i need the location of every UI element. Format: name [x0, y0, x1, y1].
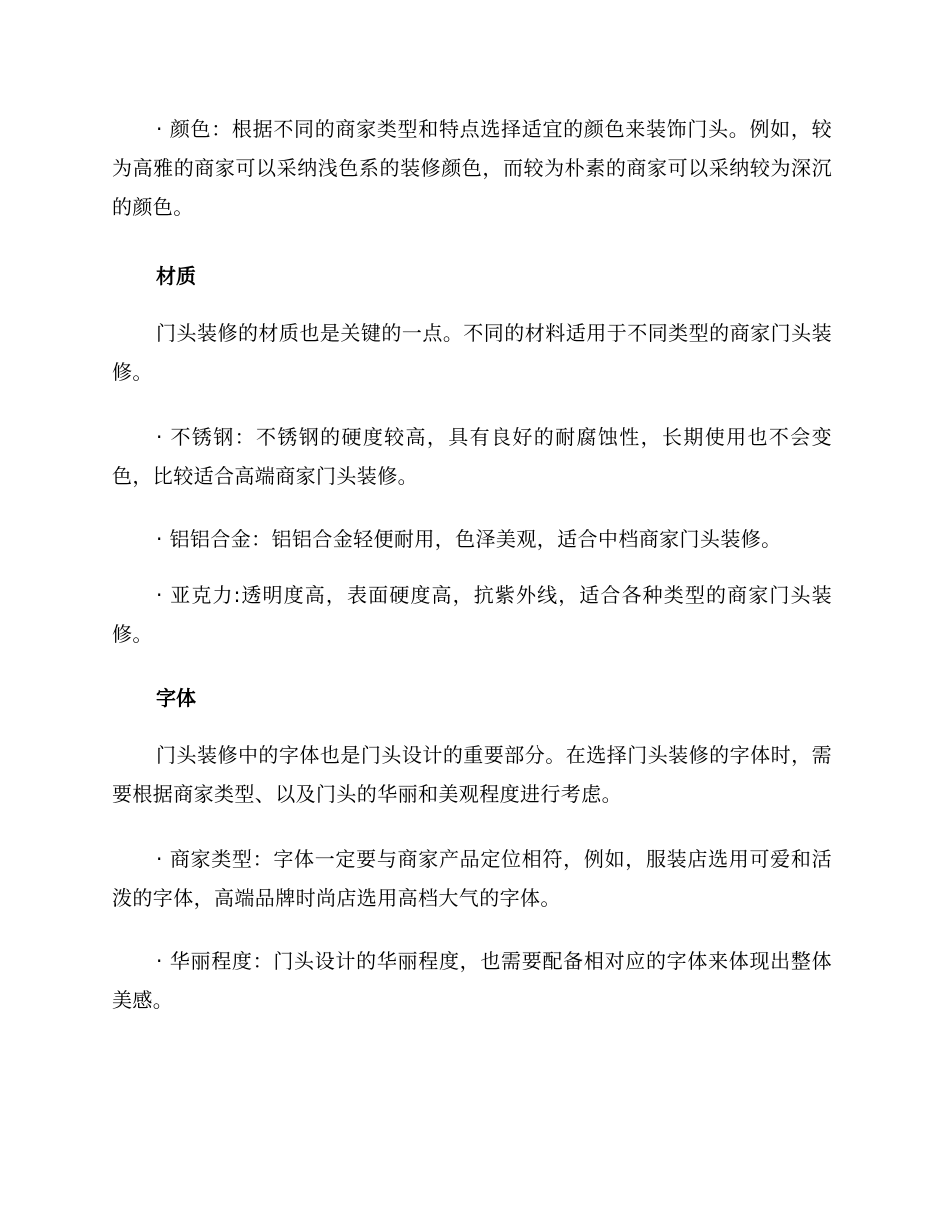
material-intro-paragraph: 门头装修的材质也是关键的一点。不同的材料适用于不同类型的商家门头装修。 — [112, 321, 832, 384]
font-intro-paragraph: 门头装修中的字体也是门头设计的重要部分。在选择门头装修的字体时，需要根据商家类型、以及门头的华丽和美观程度进行考虑。 — [112, 743, 832, 806]
merchant-type-item-paragraph: · 商家类型：字体一定要与商家产品定位相符，例如，服装店选用可爱和活泼的字体，高端品牌时尚店选用高档大气的字体。 — [112, 847, 832, 910]
font-heading: 字体 — [156, 686, 196, 710]
stainless-steel-item-paragraph: · 不锈钢：不锈钢的硬度较高，具有良好的耐腐蚀性，长期使用也不会变色，比较适合高端商家门头装修。 — [112, 425, 832, 488]
acrylic-item-paragraph: · 亚克力:透明度高，表面硬度高，抗紫外线，适合各种类型的商家门头装修。 — [112, 583, 832, 646]
aluminum-alloy-item-paragraph: · 铝铝合金：铝铝合金轻便耐用，色泽美观，适合中档商家门头装修。 — [156, 527, 782, 551]
material-heading: 材质 — [156, 264, 196, 288]
luxury-level-item-paragraph: · 华丽程度：门头设计的华丽程度，也需要配备相对应的字体来体现出整体美感。 — [112, 949, 832, 1012]
color-item-paragraph: · 颜色：根据不同的商家类型和特点选择适宜的颜色来装饰门头。例如，较为高雅的商家可以采纳浅色系的装修颜色，而较为朴素的商家可以采纳较为深沉的颜色。 — [112, 117, 832, 219]
